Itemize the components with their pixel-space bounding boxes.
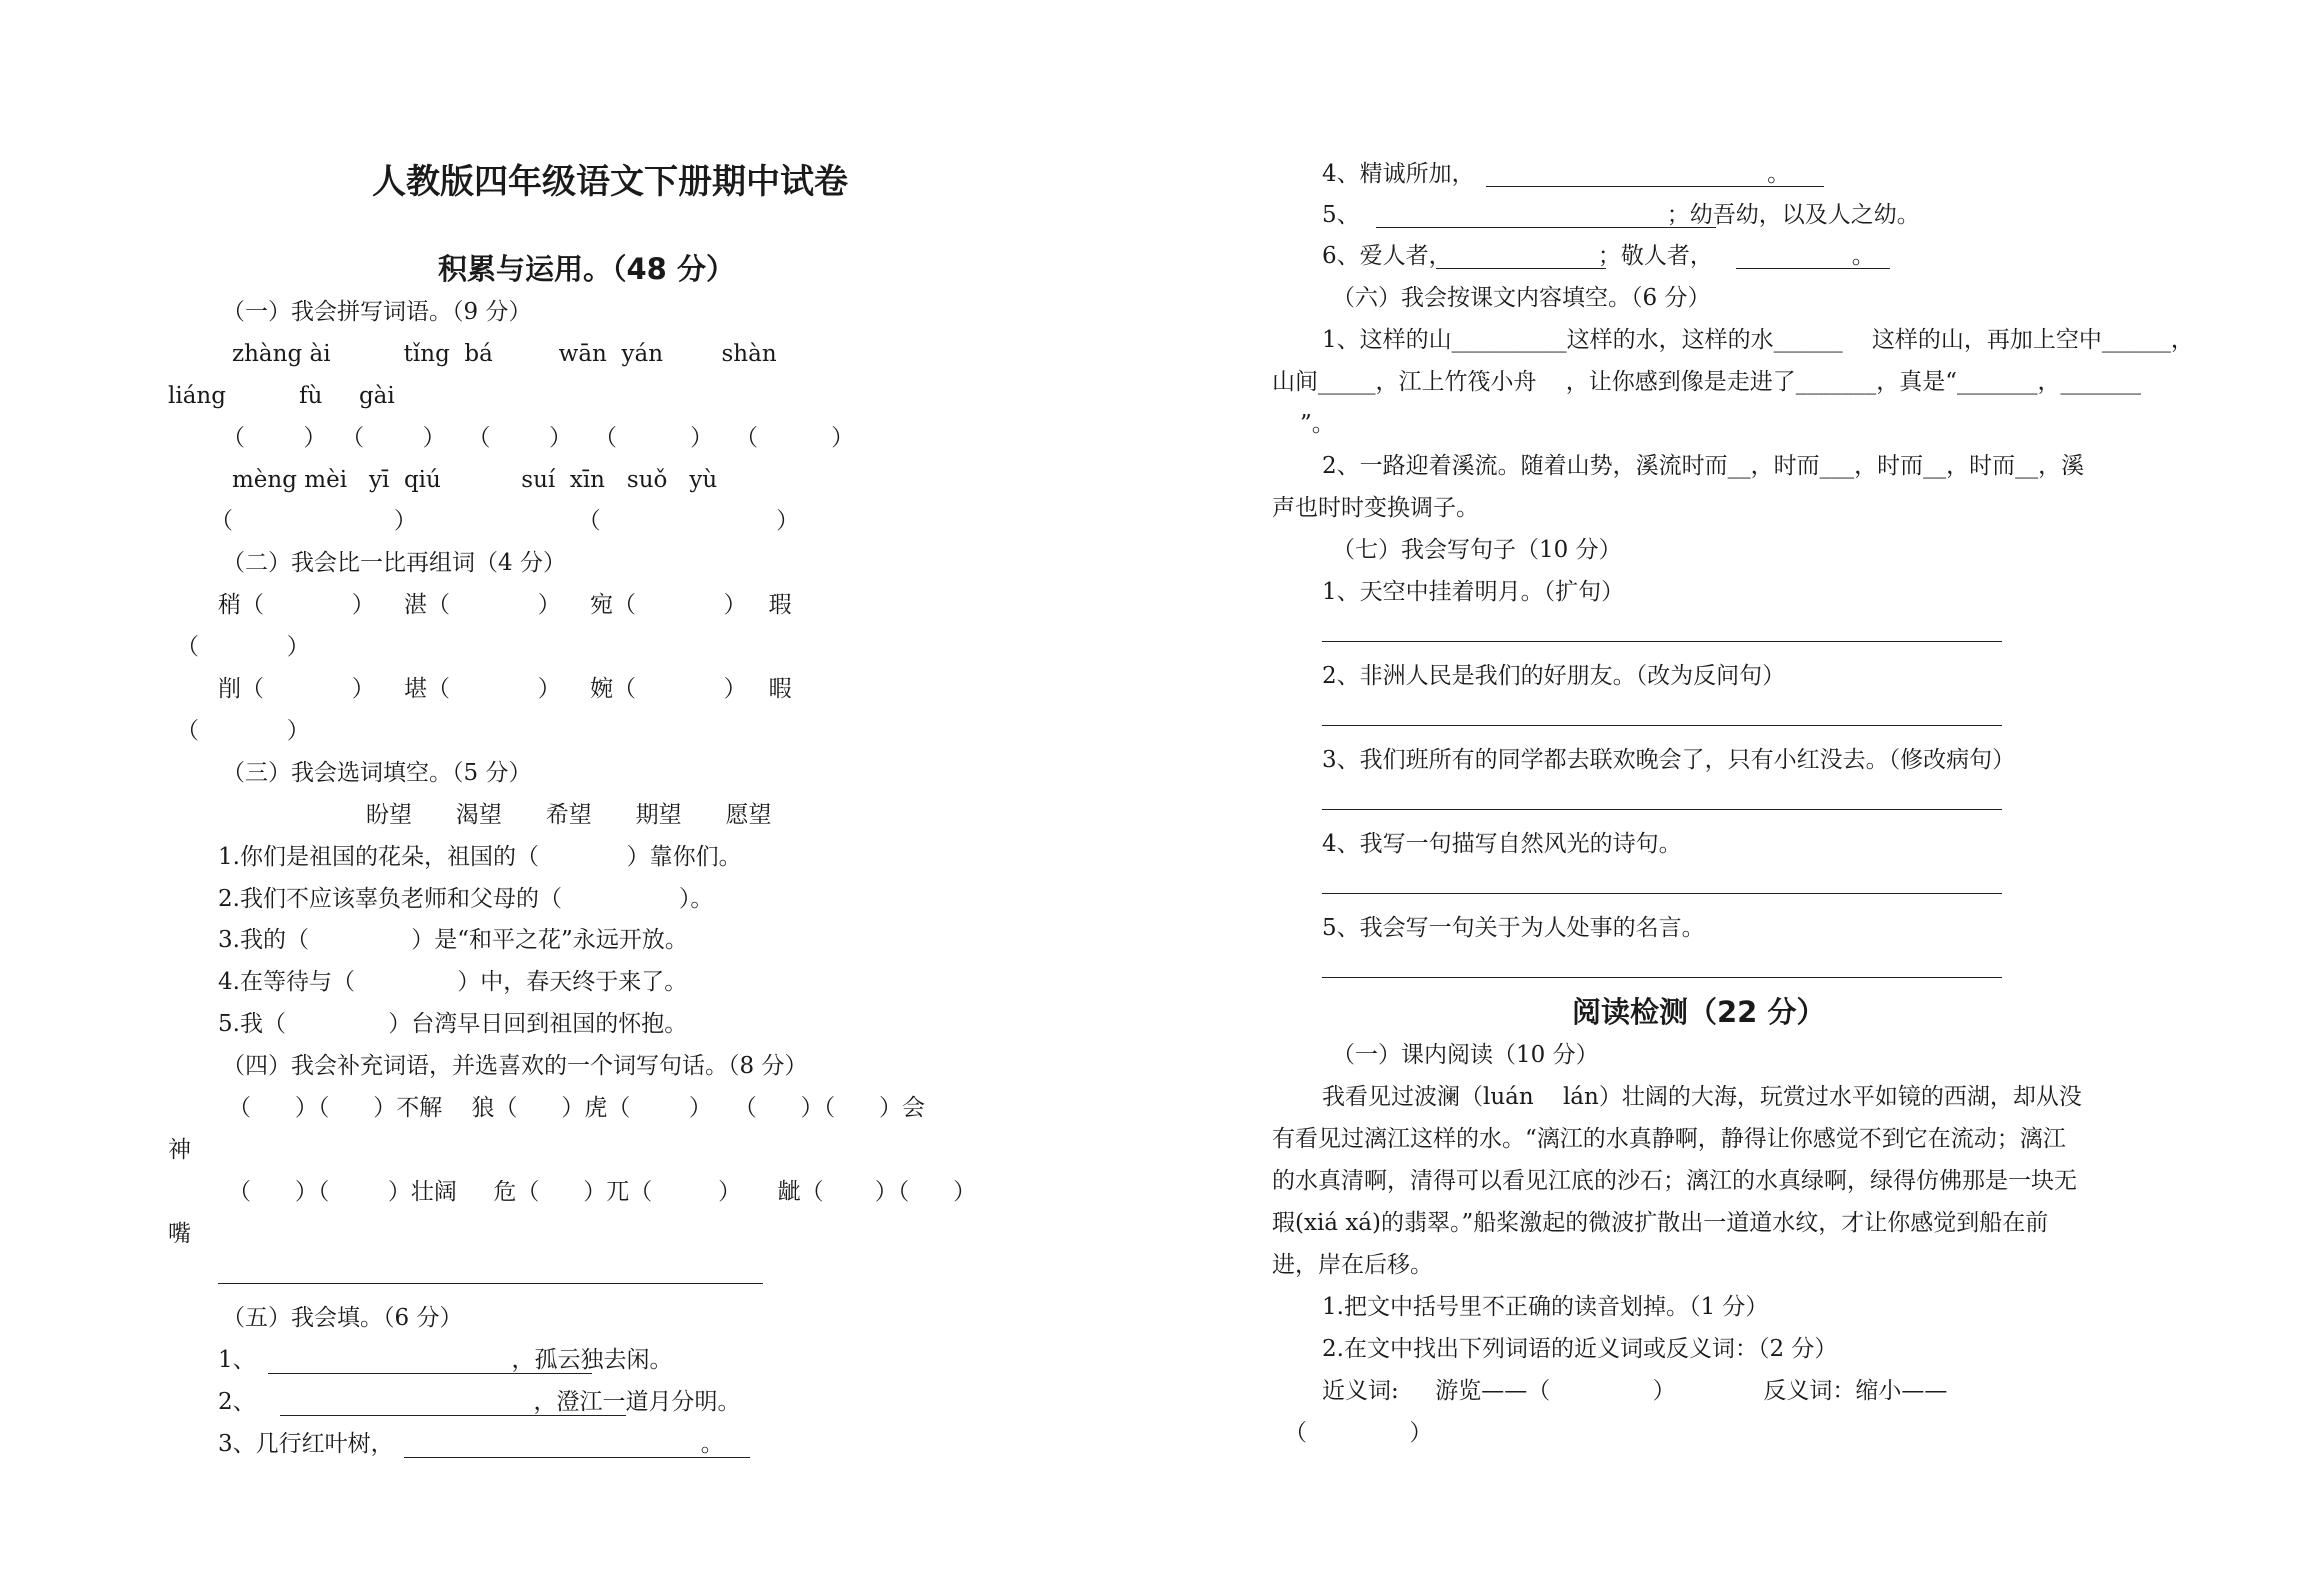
passage-line-3: 的水真清啊，清得可以看见江底的沙石；漓江的水真绿啊，绿得仿佛那是一块无 [1272, 1168, 2077, 1194]
synonym-antonym-line: 近义词: 游览——（ ） 反义词：缩小—— [1322, 1378, 1948, 1404]
sentence-answer-line [218, 1283, 763, 1284]
text-fill-2-line-a: 2、一路迎着溪流。随着山势，溪流时而__，时而___，时而__，时而__，溪 [1322, 453, 2085, 479]
pinyin-row-1-continued: liáng fù gài [168, 383, 395, 409]
sentence-task-2-line [1322, 725, 2002, 726]
idiom-row-1: （ ）（ ）不解 狼（ ）虎（ ） （ ）（ ）会 [228, 1095, 925, 1121]
fill-sentence-2: 2.我们不应该辜负老师和父母的（ ）。 [218, 886, 714, 912]
poem-fill-1: 1、 ，孤云独去闲。 [218, 1347, 673, 1373]
sentence-task-3: 3、我们班所有的同学都去联欢晚会了，只有小红没去。（修改病句） [1322, 747, 2016, 773]
sentence-task-1-line [1322, 641, 2002, 642]
sentence-task-5-line [1322, 977, 2002, 978]
poem-fill-2: 2、 ，澄江一道月分明。 [218, 1389, 741, 1415]
poem-fill-4-line [1486, 186, 1824, 187]
fill-sentence-3: 3.我的（ ）是“和平之花”永远开放。 [218, 927, 688, 953]
sentence-task-2: 2、非洲人民是我们的好朋友。（改为反问句） [1322, 663, 1786, 689]
passage-line-2: 有看见过漓江这样的水。“漓江的水真静啊，静得让你感觉不到它在流动；漓江 [1272, 1126, 2066, 1152]
question-4-title: （四）我会补充词语，并选喜欢的一个词写句话。（8 分） [222, 1053, 808, 1079]
pinyin-row-1: zhàng ài tǐng bá wān yán shàn [232, 341, 777, 367]
question-7-title: （七）我会写句子（10 分） [1332, 537, 1622, 563]
sentence-task-5: 5、我会写一句关于为人处事的名言。 [1322, 915, 1705, 941]
sentence-task-3-line [1322, 809, 2002, 810]
reading-1-title: （一）课内阅读（10 分） [1332, 1042, 1599, 1068]
answer-brackets-row-1: （ ） （ ） （ ） （ ） （ ） [222, 425, 855, 451]
page-title: 人教版四年级语文下册期中试卷 [372, 162, 848, 202]
question-2-title: （二）我会比一比再组词（4 分） [222, 550, 566, 576]
poem-fill-6-line-b [1736, 268, 1890, 269]
section-title-accumulation: 积累与运用。（48 分） [438, 252, 735, 286]
text-fill-1-line-c: ”。 [1300, 411, 1335, 437]
answer-brackets-row-2: （ ） （ ） [210, 508, 800, 534]
reading-question-1: 1.把文中括号里不正确的读音划掉。（1 分） [1322, 1294, 1769, 1320]
fill-sentence-5: 5.我（ ）台湾早日回到祖国的怀抱。 [218, 1011, 688, 1037]
poem-fill-5: 5、 ；幼吾幼，以及人之幼。 [1322, 202, 1920, 228]
poem-fill-6-line-a [1436, 268, 1606, 269]
poem-fill-3: 3、几行红叶树， 。 [218, 1431, 724, 1457]
poem-fill-4: 4、精诚所加， 。 [1322, 161, 1791, 187]
section-title-reading: 阅读检测（22 分） [1572, 995, 1826, 1029]
synonym-antonym-line-continued: （ ） [1284, 1420, 1433, 1446]
fill-sentence-4: 4.在等待与（ ）中，春天终于来了。 [218, 969, 688, 995]
compare-row-1: 稍（ ） 湛（ ） 宛（ ） 瑕 [218, 592, 792, 618]
question-5-title: （五）我会填。（6 分） [222, 1305, 463, 1331]
sentence-task-1: 1、天空中挂着明月。（扩句） [1322, 579, 1625, 605]
compare-row-2: 削（ ） 堪（ ） 婉（ ） 暇 [218, 676, 792, 702]
poem-fill-5-line [1376, 227, 1716, 228]
text-fill-1-line-b: 山间_____，江上竹筏小舟 ，让你感到像是走进了_______，真是“_______，_______ [1272, 369, 2142, 395]
passage-line-5: 进，岸在后移。 [1272, 1252, 1433, 1278]
poem-fill-1-line [268, 1373, 592, 1374]
compare-row-1-continued: （ ） [176, 634, 310, 660]
idiom-row-2: （ ）（ ）壮阔 危（ ）兀（ ） 龇（ ）（ ） [228, 1179, 977, 1205]
reading-question-2: 2.在文中找出下列词语的近义词或反义词：（2 分） [1322, 1336, 1838, 1362]
pinyin-row-2: mèng mèi yī qiú suí xīn suǒ yù [232, 467, 718, 493]
word-choices: 盼望 渴望 希望 期望 愿望 [366, 802, 772, 828]
text-fill-2-line-b: 声也时时变换调子。 [1272, 495, 1479, 521]
question-6-title: （六）我会按课文内容填空。（6 分） [1332, 285, 1711, 311]
compare-row-2-continued: （ ） [176, 718, 310, 744]
question-3-title: （三）我会选词填空。（5 分） [222, 760, 532, 786]
passage-line-1: 我看见过波澜（luán lán）壮阔的大海，玩赏过水平如镜的西湖，却从没 [1322, 1084, 2082, 1110]
question-1-title: （一）我会拼写词语。（9 分） [222, 299, 532, 325]
passage-line-4: 瑕(xiá xá)的翡翠。”船桨激起的微波扩散出一道道水纹，才让你感觉到船在前 [1272, 1210, 2049, 1236]
sentence-task-4: 4、我写一句描写自然风光的诗句。 [1322, 831, 1682, 857]
poem-fill-6: 6、爱人者， ；敬人者， 。 [1322, 243, 1875, 269]
idiom-row-2-continued: 嘴 [168, 1221, 191, 1247]
poem-fill-3-line [404, 1457, 750, 1458]
idiom-row-1-continued: 神 [168, 1137, 191, 1163]
poem-fill-2-line [280, 1415, 626, 1416]
sentence-task-4-line [1322, 893, 2002, 894]
fill-sentence-1: 1.你们是祖国的花朵，祖国的（ ）靠你们。 [218, 844, 742, 870]
text-fill-1-line-a: 1、这样的山__________这样的水，这样的水______ 这样的山，再加上空中______， [1322, 327, 2194, 353]
